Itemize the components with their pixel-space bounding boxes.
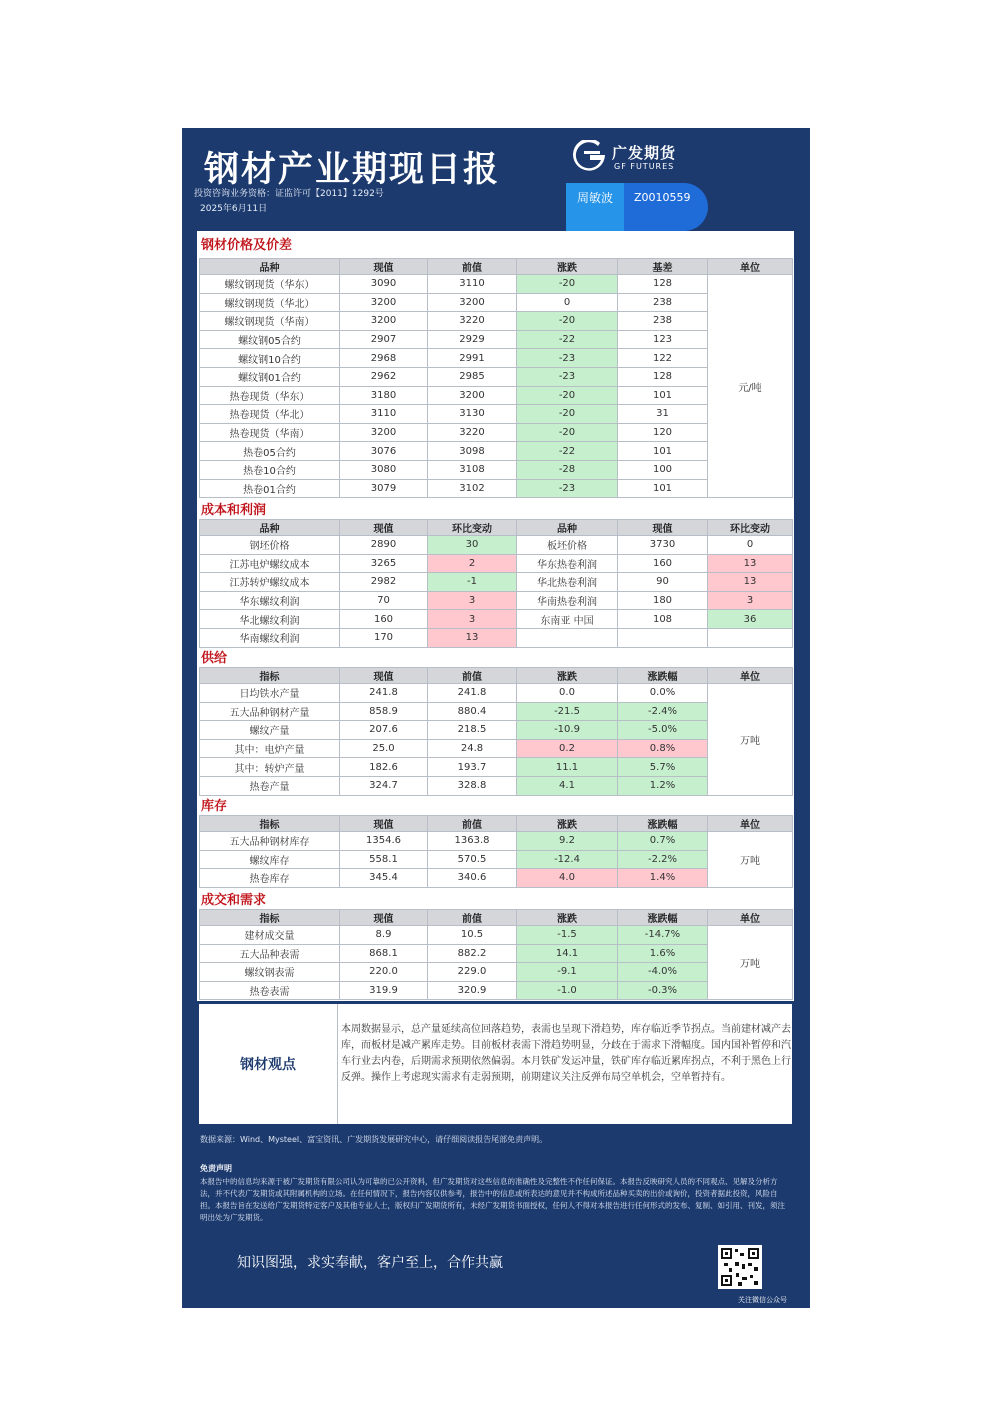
supply-cell: 193.7 [428,758,517,777]
price-cell: 螺纹钢现货（华东） [200,275,340,294]
cost-table [199,519,793,648]
supply-cell: -2.4% [618,702,708,721]
demand-header-cell: 单位 [708,910,793,926]
inventory-header-cell: 前值 [428,816,517,832]
demand-cell: 10.5 [428,926,517,945]
demand-header-cell: 涨跌 [517,910,618,926]
report-date: 2025年6月11日 [200,204,268,214]
price-cell: 螺纹钢05合约 [200,330,340,349]
demand-cell: 220.0 [340,963,428,982]
table-row [200,628,793,647]
table-row [200,926,793,945]
cost-cell: 东南亚 中国 [517,610,618,629]
supply-cell: 207.6 [340,721,428,740]
supply-header-cell: 现值 [340,668,428,684]
cost-cell: 13 [428,628,517,647]
demand-cell: 319.9 [340,981,428,1000]
cost-header-cell: 环比变动 [708,520,793,536]
price-cell: 3108 [428,460,517,479]
price-cell: 3200 [428,293,517,312]
price-cell: -22 [517,330,618,349]
table-row [200,758,793,777]
table-row [200,721,793,740]
supply-cell: 858.9 [340,702,428,721]
price-cell: -28 [517,460,618,479]
table-row [200,536,793,555]
supply-cell: 0.8% [618,739,708,758]
supply-cell: 热卷产量 [200,776,340,795]
inventory-cell: -2.2% [618,850,708,869]
cost-cell: 0 [708,536,793,555]
cost-header-cell: 现值 [340,520,428,536]
view-text: 本周数据显示，总产量延续高位回落趋势，表需也呈现下滑趋势，库存临近季节拐点。当前建材减产去库，而板材是减产累库走势。目前板材表需下滑趋势明显，分歧在于需求下滑幅度。国内国补暂停和汽车行业去内卷，后期需求预期依然偏弱。本月铁矿发运冲量，铁矿库存临近累库拐点，不利于黑色上行反弹。操作上考虑现实需求有走弱预期，前期建议关注反弹布局空单机会，空单暂持有。 [341,1024,791,1083]
inventory-header-cell: 涨跌 [517,816,618,832]
unit-cell: 万吨 [708,926,793,1000]
table-row [200,405,793,424]
demand-cell: 螺纹钢表需 [200,963,340,982]
cost-cell: 160 [618,554,708,573]
inventory-cell: 1354.6 [340,832,428,851]
price-cell: 31 [618,405,708,424]
demand-cell: 882.2 [428,944,517,963]
supply-cell: 4.1 [517,776,618,795]
price-cell: 101 [618,442,708,461]
cost-header-cell: 环比变动 [428,520,517,536]
section-title-supply: 供给 [201,651,228,666]
price-header-cell: 品种 [200,259,340,275]
supply-cell: 0.0% [618,684,708,703]
cost-header-cell: 现值 [618,520,708,536]
unit-cell: 万吨 [708,684,793,796]
supply-cell: 182.6 [340,758,428,777]
supply-cell: 25.0 [340,739,428,758]
price-cell: 热卷10合约 [200,460,340,479]
inventory-cell: -12.4 [517,850,618,869]
view-label: 钢材观点 [199,1004,338,1124]
price-cell: 热卷05合约 [200,442,340,461]
table-row [200,776,793,795]
cost-cell: 华东螺纹利润 [200,591,340,610]
supply-cell: 241.8 [340,684,428,703]
table-row [200,591,793,610]
market-view [199,1004,792,1124]
cost-cell [517,628,618,647]
inventory-cell: 螺纹库存 [200,850,340,869]
supply-cell: 其中：电炉产量 [200,739,340,758]
supply-header-cell: 指标 [200,668,340,684]
demand-cell: 建材成交量 [200,926,340,945]
supply-cell: 880.4 [428,702,517,721]
supply-cell: 五大品种钢材产量 [200,702,340,721]
logo-cn-text: 广发期货 [612,144,677,162]
report-body [197,231,794,1083]
price-cell: 2929 [428,330,517,349]
table-row [200,349,793,368]
price-cell: 3090 [340,275,428,294]
supply-cell: 5.7% [618,758,708,777]
supply-cell: 螺纹产量 [200,721,340,740]
price-cell: 3080 [340,460,428,479]
table-row [200,312,793,331]
demand-cell: 热卷表需 [200,981,340,1000]
inventory-header-cell: 单位 [708,816,793,832]
price-cell: 101 [618,479,708,498]
demand-cell: 1.6% [618,944,708,963]
supply-header-cell: 涨跌幅 [618,668,708,684]
demand-table [199,909,793,1000]
unit-cell: 万吨 [708,832,793,888]
supply-cell: -5.0% [618,721,708,740]
supply-cell: 1.2% [618,776,708,795]
demand-cell: -9.1 [517,963,618,982]
price-cell: 3220 [428,312,517,331]
disclaimer-text: 本报告中的信息均来源于被广发期货有限公司认为可靠的已公开资料，但广发期货对这些信息的准确性及完整性不作任何保证。本报告反映研究人员的不同观点、见解及分析方法，并不代表广发期货或其附属机构的立场。在任何情况下，报告内容仅供参考，报告中的信息或所表达的意见并不构成所述品种买卖的出价或询价，投资者据此投资，风险自担。本报告旨在发送给广发期货特定客户及其他专业人士，版权归广发期货所有，未经广发期货书面授权，任何人不得对本报告进行任何形式的发布、复制、如引用、刊发，须注明出处为广发期货。 [200,1177,785,1222]
price-cell: -20 [517,423,618,442]
cost-cell: 30 [428,536,517,555]
supply-cell: 241.8 [428,684,517,703]
supply-header-cell: 涨跌 [517,668,618,684]
report-page [182,128,810,1308]
price-cell: 热卷现货（华北） [200,405,340,424]
price-cell: 120 [618,423,708,442]
table-row [200,944,793,963]
table-row [200,981,793,1000]
cost-cell: 华东热卷利润 [517,554,618,573]
price-cell: 热卷现货（华东） [200,386,340,405]
table-row [200,423,793,442]
price-cell: 123 [618,330,708,349]
price-cell: 螺纹钢01合约 [200,367,340,386]
price-cell: -20 [517,386,618,405]
table-row [200,573,793,592]
section-title-inventory: 库存 [201,799,228,814]
demand-header-cell: 现值 [340,910,428,926]
demand-cell: 8.9 [340,926,428,945]
demand-cell: 320.9 [428,981,517,1000]
cost-cell: 170 [340,628,428,647]
price-cell: 3102 [428,479,517,498]
table-row [200,442,793,461]
supply-cell: 0.2 [517,739,618,758]
inventory-cell: 345.4 [340,869,428,888]
supply-header-cell: 前值 [428,668,517,684]
demand-cell: -1.0 [517,981,618,1000]
price-cell: 122 [618,349,708,368]
cost-cell: 3 [708,591,793,610]
inventory-cell: 340.6 [428,869,517,888]
inventory-cell: 1.4% [618,869,708,888]
table-row [200,610,793,629]
table-row [200,293,793,312]
table-row [200,554,793,573]
inventory-cell: 1363.8 [428,832,517,851]
demand-cell: 868.1 [340,944,428,963]
license-text: 投资咨询业务资格：证监许可【2011】1292号 [194,189,384,199]
inventory-cell: 558.1 [340,850,428,869]
price-cell: 3200 [340,423,428,442]
qr-caption: 关注微信公众号 [738,1296,787,1304]
inventory-cell: 热卷库存 [200,869,340,888]
price-cell: -20 [517,275,618,294]
table-row [200,702,793,721]
table-row [200,367,793,386]
cost-cell: 板坯价格 [517,536,618,555]
inventory-table [199,815,793,888]
supply-cell: 日均铁水产量 [200,684,340,703]
supply-cell: 328.8 [428,776,517,795]
price-cell: 3200 [340,293,428,312]
inventory-cell: 570.5 [428,850,517,869]
cost-cell [708,628,793,647]
supply-cell: -21.5 [517,702,618,721]
table-row [200,684,793,703]
cost-cell: 36 [708,610,793,629]
price-cell: -22 [517,442,618,461]
gf-logo-icon [572,140,606,174]
table-row [200,479,793,498]
cost-cell: 3 [428,591,517,610]
price-cell: 101 [618,386,708,405]
section-title-cost: 成本和利润 [201,503,267,518]
price-cell: 3200 [340,312,428,331]
cost-cell: 2 [428,554,517,573]
cost-cell: 13 [708,573,793,592]
price-cell: 2962 [340,367,428,386]
demand-cell: 14.1 [517,944,618,963]
demand-cell: -0.3% [618,981,708,1000]
cost-cell: 华南螺纹利润 [200,628,340,647]
inventory-header-cell: 涨跌幅 [618,816,708,832]
price-cell: 3079 [340,479,428,498]
report-title: 钢材产业期现日报 [204,149,501,190]
cost-cell: -1 [428,573,517,592]
price-header-cell: 单位 [708,259,793,275]
data-source: 数据来源：Wind、Mysteel、富宝资讯、广发期货发展研究中心，请仔细阅读报告尾部免责声明。 [200,1135,548,1144]
cost-cell: 3 [428,610,517,629]
cost-cell: 钢坯价格 [200,536,340,555]
table-row [200,832,793,851]
cost-cell: 180 [618,591,708,610]
demand-cell: 五大品种表需 [200,944,340,963]
supply-cell: 324.7 [340,776,428,795]
cost-cell: 3730 [618,536,708,555]
unit-cell: 元/吨 [708,275,793,498]
price-cell: 0 [517,293,618,312]
supply-cell: 其中：转炉产量 [200,758,340,777]
table-row [200,869,793,888]
cost-cell: 华南热卷利润 [517,591,618,610]
price-header-cell: 涨跌 [517,259,618,275]
demand-cell: -4.0% [618,963,708,982]
table-row [200,460,793,479]
price-cell: 238 [618,312,708,331]
cost-cell [618,628,708,647]
supply-cell: 24.8 [428,739,517,758]
table-row [200,963,793,982]
price-header-cell: 现值 [340,259,428,275]
price-cell: -23 [517,479,618,498]
price-cell: -20 [517,405,618,424]
demand-cell: 229.0 [428,963,517,982]
price-cell: -23 [517,367,618,386]
price-cell: 3076 [340,442,428,461]
table-row [200,386,793,405]
price-cell: 3180 [340,386,428,405]
price-table [199,258,793,498]
slogan: 知识图强，求实奉献，客户至上，合作共赢 [237,1255,503,1271]
cost-cell: 3265 [340,554,428,573]
cost-cell: 华北螺纹利润 [200,610,340,629]
inventory-cell: 0.7% [618,832,708,851]
supply-cell: 218.5 [428,721,517,740]
demand-header-cell: 指标 [200,910,340,926]
cost-cell: 108 [618,610,708,629]
price-cell: 100 [618,460,708,479]
supply-cell: 11.1 [517,758,618,777]
price-header-cell: 基差 [618,259,708,275]
price-cell: 3110 [340,405,428,424]
cost-cell: 2890 [340,536,428,555]
price-cell: 螺纹钢现货（华南） [200,312,340,331]
supply-cell: 0.0 [517,684,618,703]
price-cell: 2985 [428,367,517,386]
cost-header-cell: 品种 [200,520,340,536]
inventory-cell: 9.2 [517,832,618,851]
inventory-cell: 4.0 [517,869,618,888]
cost-cell: 江苏转炉螺纹成本 [200,573,340,592]
price-cell: 螺纹钢现货（华北） [200,293,340,312]
section-title-price: 钢材价格及价差 [201,238,293,253]
price-cell: 3220 [428,423,517,442]
section-title-demand: 成交和需求 [201,893,267,908]
disclaimer-title: 免责声明 [200,1164,232,1173]
inventory-cell: 五大品种钢材库存 [200,832,340,851]
price-cell: 128 [618,367,708,386]
supply-cell: -10.9 [517,721,618,740]
demand-cell: -1.5 [517,926,618,945]
company-logo [572,140,702,174]
cost-cell: 13 [708,554,793,573]
analyst-id: Z0010559 [634,191,691,204]
price-cell: 2907 [340,330,428,349]
price-cell: 238 [618,293,708,312]
cost-cell: 华北热卷利润 [517,573,618,592]
cost-cell: 江苏电炉螺纹成本 [200,554,340,573]
inventory-header-cell: 现值 [340,816,428,832]
price-cell: 2968 [340,349,428,368]
price-cell: 热卷现货（华南） [200,423,340,442]
demand-header-cell: 涨跌幅 [618,910,708,926]
price-cell: 3200 [428,386,517,405]
analyst-badge [566,183,708,231]
table-row [200,739,793,758]
inventory-header-cell: 指标 [200,816,340,832]
price-cell: 热卷01合约 [200,479,340,498]
cost-cell: 90 [618,573,708,592]
table-row [200,275,793,294]
supply-table [199,667,793,796]
price-cell: -23 [517,349,618,368]
demand-cell: -14.7% [618,926,708,945]
demand-header-cell: 前值 [428,910,517,926]
cost-cell: 70 [340,591,428,610]
price-cell: 3110 [428,275,517,294]
price-cell: 128 [618,275,708,294]
qr-code-icon [718,1245,762,1289]
price-cell: 3130 [428,405,517,424]
supply-header-cell: 单位 [708,668,793,684]
price-cell: 2991 [428,349,517,368]
table-row [200,330,793,349]
analyst-name: 周敏波 [566,183,624,231]
price-cell: -20 [517,312,618,331]
table-row [200,850,793,869]
price-cell: 螺纹钢10合约 [200,349,340,368]
logo-en-text: GF FUTURES [614,162,675,171]
price-cell: 3098 [428,442,517,461]
price-header-cell: 前值 [428,259,517,275]
cost-cell: 2982 [340,573,428,592]
cost-header-cell: 品种 [517,520,618,536]
cost-cell: 160 [340,610,428,629]
